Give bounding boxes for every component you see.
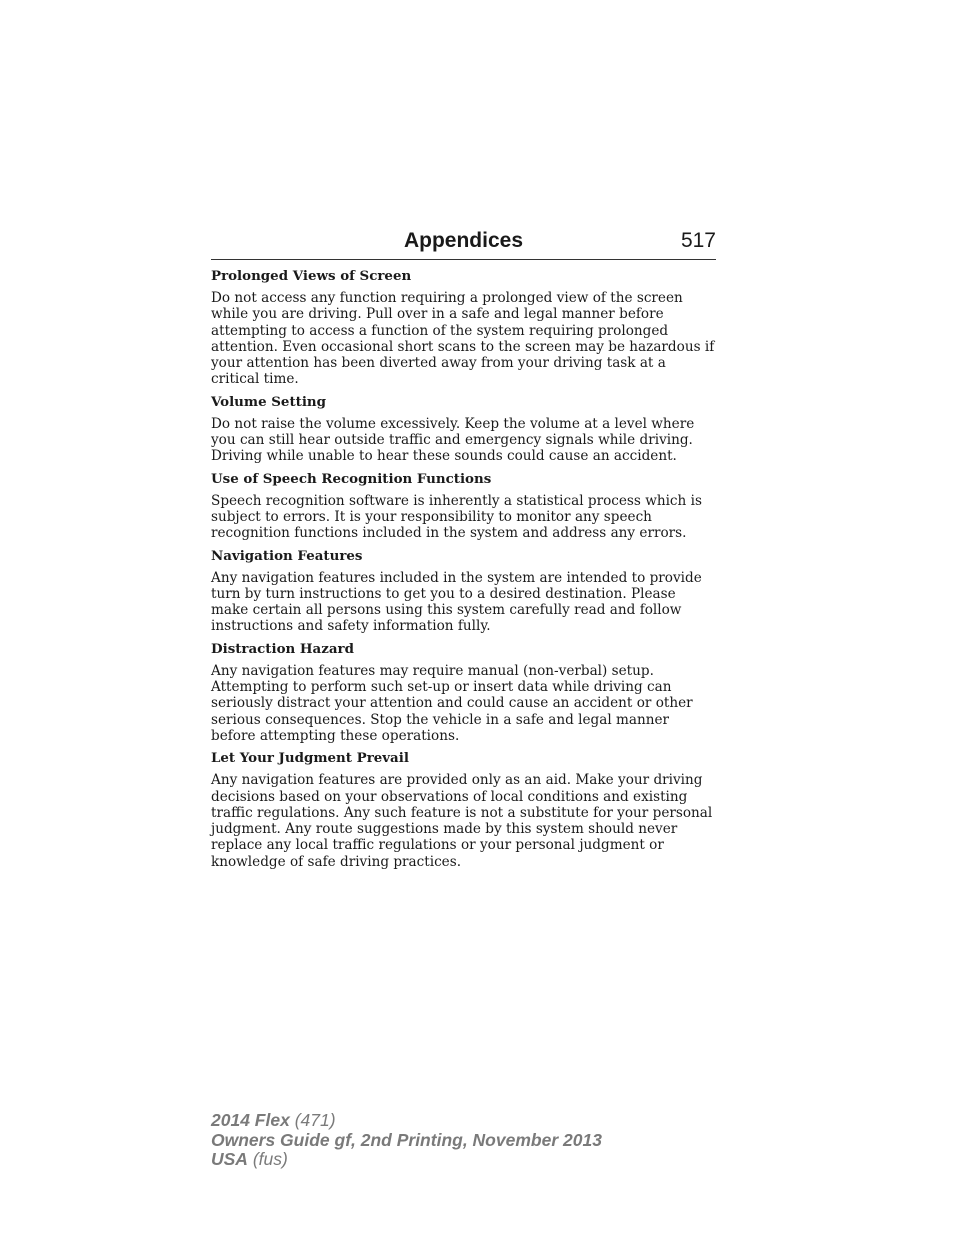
section-body: Do not access any function requiring a prolonged view of the screen while you are driving. Pull over in a safe and legal manner before attempting to access a function of the system requiring prolonged attention. Even occasional short scans to the screen may be hazardous if your attention has been diverted away from your driving task at a critical time. — [211, 290, 715, 388]
section-heading: Distraction Hazard — [211, 640, 354, 657]
section-heading: Let Your Judgment Prevail — [211, 750, 409, 767]
footer-guide-line — [211, 1131, 811, 1151]
section-judgment-prevail — [211, 750, 716, 870]
section-heading: Volume Setting — [211, 393, 327, 410]
section-heading: Navigation Features — [211, 547, 363, 564]
page-number: 517 — [680, 229, 716, 252]
footer-region-code: (fus) — [252, 1149, 288, 1169]
page-header — [211, 228, 716, 260]
section-body: Do not raise the volume excessively. Keep the volume at a level where you can still hear outside traffic and emergency signals while driving. Driving while unable to hear these sounds could cause an accident. — [211, 415, 695, 465]
footer-region: USA — [211, 1149, 248, 1169]
document-content — [211, 268, 716, 876]
section-distraction-hazard — [211, 641, 716, 744]
section-body: Any navigation features may require manual (non-verbal) setup. Attempting to perform such set-up or insert data while driving can seriously distract your attention and could cause an accident or other serious consequences. Stop the vehicle in a safe and legal manner before attempting these operations. — [211, 662, 693, 744]
footer-guide: Owners Guide gf, 2nd Printing, November 2013 — [211, 1129, 602, 1150]
footer-region-line — [211, 1150, 811, 1170]
footer-model: 2014 Flex — [211, 1110, 290, 1130]
footer-model-code: (471) — [294, 1110, 336, 1130]
section-body: Any navigation features included in the system are intended to provide turn by turn instructions to get you to a desired destination. Please make certain all persons using this system carefully read and follow instructions and safety information fully. — [211, 569, 702, 635]
page-title: Appendices — [403, 229, 524, 252]
section-volume-setting — [211, 394, 716, 465]
section-speech-recognition — [211, 471, 716, 542]
section-heading: Prolonged Views of Screen — [211, 268, 412, 284]
page-footer — [211, 1111, 811, 1170]
section-navigation-features — [211, 548, 716, 635]
section-heading: Use of Speech Recognition Functions — [211, 470, 492, 487]
section-body: Speech recognition software is inherently a statistical process which is subject to errors. It is your responsibility to monitor any speech recognition functions included in the system and address any errors. — [211, 492, 702, 542]
section-prolonged-views — [211, 268, 716, 388]
footer-model-line — [211, 1111, 811, 1131]
section-body: Any navigation features are provided only as an aid. Make your driving decisions based on your observations of local conditions and existing traffic regulations. Any such feature is not a substitute for your personal judgment. Any route suggestions made by this system should never replace any local traffic regulations or your personal judgment or knowledge of safe driving practices. — [211, 772, 713, 870]
